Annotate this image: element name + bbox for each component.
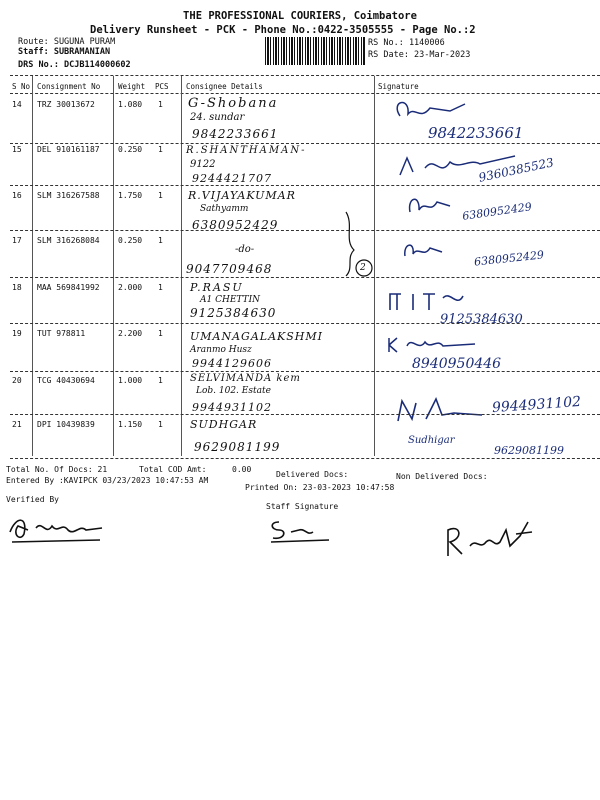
row-divider <box>10 371 600 372</box>
consignee-name: SELVIMANDA kem <box>190 373 301 384</box>
row-pcs: 1 <box>158 376 163 385</box>
row-consignment: DEL 910161187 <box>37 145 100 154</box>
row-sno: 19 <box>12 329 22 338</box>
col-divider <box>113 76 114 456</box>
rs-number: RS No.: 1140006 <box>368 38 445 48</box>
row-pcs: 1 <box>158 145 163 154</box>
signature-phone: 9125384630 <box>440 312 523 327</box>
row-consignment: DPI 10439839 <box>37 420 95 429</box>
signature-scribble <box>385 334 485 356</box>
signature-phone: 6380952429 <box>473 248 545 269</box>
rs-date: RS Date: 23-Mar-2023 <box>368 50 471 60</box>
row-sno: 15 <box>12 145 22 154</box>
consignee-address: Lob. 102. Estate <box>196 386 271 396</box>
consignee-name: SUDHGAR <box>190 418 258 431</box>
total-cod-label: Total COD Amt: <box>139 465 207 474</box>
row-pcs: 1 <box>158 283 163 292</box>
row-weight: 0.250 <box>118 145 143 154</box>
consignee-phone: 9944129606 <box>192 357 272 370</box>
verified-by-label: Verified By <box>6 495 59 504</box>
row-consignment: TUT 978811 <box>37 329 86 338</box>
signature-phone: 6380952429 <box>461 200 533 223</box>
signature-scribble <box>390 96 470 126</box>
col-header-signature: Signature <box>378 82 419 91</box>
row-consignment: MAA 569841992 <box>37 283 100 292</box>
row-sno: 17 <box>12 236 22 245</box>
col-header-weight: Weight <box>118 82 146 91</box>
runsheet-title: Delivery Runsheet - PCK - Phone No.:0422-3505555 - Page No.:2 <box>90 24 476 36</box>
delivered-docs: Delivered Docs: <box>276 470 349 479</box>
row-divider <box>10 458 600 459</box>
barcode <box>265 37 365 65</box>
row-pcs: 1 <box>158 420 163 429</box>
consignee-phone: 9244421707 <box>192 172 272 185</box>
route-label: Route: SUGUNA PURAM <box>18 37 116 47</box>
consignee-phone: 9047709468 <box>186 262 273 276</box>
bracket-annotation <box>340 210 376 280</box>
row-sno: 14 <box>12 100 22 109</box>
table-top-border <box>10 75 600 76</box>
entered-by: Entered By :KAVIPCK 03/23/2023 10:47:53 AM <box>6 476 209 485</box>
row-weight: 0.250 <box>118 236 143 245</box>
row-pcs: 1 <box>158 236 163 245</box>
row-divider <box>10 230 600 231</box>
signature-phone: 9360385523 <box>477 155 555 185</box>
signature-scribble <box>405 192 465 220</box>
consignee-address: Sathyamm <box>200 204 249 214</box>
consignee-name: -do- <box>235 244 255 255</box>
row-weight: 2.200 <box>118 329 143 338</box>
consignee-name: P.RASU <box>190 281 244 294</box>
staff-signature <box>265 516 335 544</box>
signature-name: Sudhigar <box>408 435 455 446</box>
consignee-phone: 9125384630 <box>190 306 277 320</box>
row-weight: 1.150 <box>118 420 143 429</box>
row-sno: 16 <box>12 191 22 200</box>
row-divider <box>10 185 600 186</box>
row-weight: 1.750 <box>118 191 143 200</box>
col-divider <box>181 76 182 456</box>
row-divider <box>10 277 600 278</box>
circle-mark: 2 <box>360 263 366 273</box>
row-consignment: SLM 316267588 <box>37 191 100 200</box>
col-header-consignee: Consignee Details <box>186 82 263 91</box>
consignee-phone: 9629081199 <box>194 440 281 454</box>
signature-phone: 8940950446 <box>412 356 502 372</box>
signature-phone: 9842233661 <box>428 124 524 142</box>
signature-scribble <box>385 288 470 314</box>
total-docs: Total No. Of Docs: 21 <box>6 465 108 474</box>
signature-phone: 9944931102 <box>491 393 582 417</box>
row-divider <box>10 323 600 324</box>
col-header-sno: S No <box>12 82 31 91</box>
row-weight: 1.080 <box>118 100 143 109</box>
row-consignment: TCG 40430694 <box>37 376 95 385</box>
consignee-address: 9122 <box>190 159 216 170</box>
consignee-phone: 9944931102 <box>192 401 272 414</box>
row-pcs: 1 <box>158 329 163 338</box>
total-cod-value: 0.00 <box>232 465 252 474</box>
row-consignment: TRZ 30013672 <box>37 100 95 109</box>
receiver-signature <box>440 516 540 560</box>
row-sno: 20 <box>12 376 22 385</box>
row-weight: 2.000 <box>118 283 143 292</box>
verified-signature <box>6 512 106 546</box>
signature-phone: 9629081199 <box>494 444 564 457</box>
consignee-address: 24. sundar <box>190 112 245 123</box>
consignee-name: UMANAGALAKSHMI <box>190 330 323 343</box>
non-delivered-docs: Non Delivered Docs: <box>396 472 488 481</box>
row-divider <box>10 414 600 415</box>
signature-scribble <box>400 238 450 264</box>
consignee-name: R.VIJAYAKUMAR <box>188 189 296 202</box>
staff-label: Staff: SUBRAMANIAN <box>18 47 111 57</box>
row-pcs: 1 <box>158 100 163 109</box>
consignee-name: G-Shobana <box>188 96 279 111</box>
row-divider <box>10 143 600 144</box>
row-weight: 1.000 <box>118 376 143 385</box>
company-title: THE PROFESSIONAL COURIERS, Coimbatore <box>183 10 417 22</box>
consignee-address: Aranmo Husz <box>190 345 252 355</box>
row-pcs: 1 <box>158 191 163 200</box>
staff-signature-label: Staff Signature <box>266 502 339 511</box>
signature-scribble <box>392 395 492 427</box>
printed-on: Printed On: 23-03-2023 10:47:58 <box>245 483 395 492</box>
row-sno: 21 <box>12 420 22 429</box>
row-consignment: SLM 316268084 <box>37 236 100 245</box>
consignee-name: R.SHANTHAMAN- <box>186 145 307 156</box>
consignee-address: A1 CHETTIN <box>200 295 260 305</box>
col-header-pcs: PCS <box>155 82 169 91</box>
row-sno: 18 <box>12 283 22 292</box>
consignee-phone: 6380952429 <box>192 218 279 232</box>
consignee-phone: 9842233661 <box>192 127 279 141</box>
table-header-border <box>10 93 600 94</box>
col-divider <box>32 76 33 456</box>
drs-number: DRS No.: DCJB114000602 <box>18 60 131 70</box>
col-header-consignment: Consignment No <box>37 82 101 91</box>
